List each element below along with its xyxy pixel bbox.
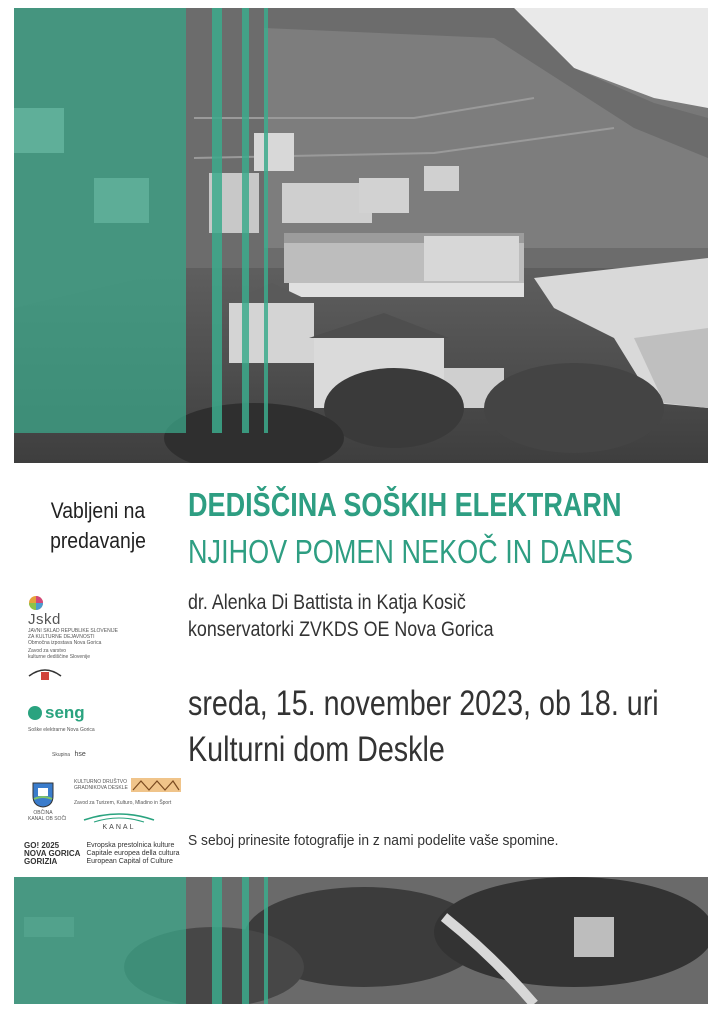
zavod-kanal-logo xyxy=(74,800,171,831)
go2025-desc: European Capital of Culture xyxy=(86,858,173,865)
zavod-line: Zavod za varstvo xyxy=(28,648,67,654)
hydro-plant-photo-bottom xyxy=(14,877,708,1004)
event-title: DEDIŠČINA SOŠKIH ELEKTRARN xyxy=(188,486,622,523)
go2025-line: GORIZIA xyxy=(24,857,58,866)
teal-overlay xyxy=(14,877,186,1004)
event-note: S seboj prinesite fotografije in z nami podelite vaše spomine. xyxy=(188,832,559,849)
seng-logo xyxy=(28,703,95,761)
speakers xyxy=(188,589,494,643)
teal-stripe xyxy=(242,877,249,1004)
kd-line: GRADNIKOVA DESKLE xyxy=(74,785,128,791)
zavod-arch-icon xyxy=(28,666,62,680)
speakers-names: dr. Alenka Di Battista in Katja Kosič xyxy=(188,591,466,614)
seng-subline: Soške elektrarne Nova Gorica xyxy=(28,727,95,733)
jskd-subline: Območna izpostava Nova Gorica xyxy=(28,640,102,646)
speakers-role: konservatorki ZVKDS OE Nova Gorica xyxy=(188,618,494,641)
teal-stripe xyxy=(212,877,222,1004)
seng-group-label: Skupina xyxy=(52,752,71,758)
teal-stripe xyxy=(264,877,268,1004)
zavod-line: kulturne dediščine Slovenije xyxy=(28,654,90,660)
kd-deskle-drawing-icon xyxy=(131,778,181,792)
go2025-line: NOVA GORICA xyxy=(24,849,81,858)
hydro-plant-photo-top xyxy=(14,8,708,463)
jskd-logo xyxy=(28,595,118,646)
coat-of-arms-icon xyxy=(32,782,54,808)
teal-stripe xyxy=(264,8,268,433)
jskd-subline: JAVNI SKLAD REPUBLIKE SLOVENIJE xyxy=(28,628,118,634)
kanal-wave-icon xyxy=(74,808,164,824)
seng-circle-icon xyxy=(28,706,42,720)
jskd-icon xyxy=(28,595,44,611)
obcina-line: KANAL OB SOČI xyxy=(28,816,67,822)
hse-name: hse xyxy=(74,751,86,758)
invitation-label: Vabljeni na predavanje xyxy=(50,498,146,553)
teal-stripe xyxy=(242,8,249,433)
seng-name: seng xyxy=(45,703,85,722)
obcina-line: OBČINA xyxy=(33,810,53,816)
event-subtitle: NJIHOV POMEN NEKOČ IN DANES xyxy=(188,533,634,570)
obcina-logo xyxy=(28,782,67,822)
teal-stripe xyxy=(212,8,222,433)
event-date: sreda, 15. november 2023, ob 18. uri xyxy=(188,684,659,723)
jskd-subline: ZA KULTURNE DEJAVNOSTI xyxy=(28,634,95,640)
go2025-logo xyxy=(24,842,179,866)
event-datetime xyxy=(188,681,659,773)
go2025-line: GO! 2025 xyxy=(24,841,60,850)
go2025-desc: Capitale europea della cultura xyxy=(86,850,180,857)
kd-deskle-logo xyxy=(74,778,181,792)
kanal-name: KANAL xyxy=(102,824,136,831)
zavod-logo xyxy=(28,648,90,680)
kd-line: KULTURNO DRUŠTVO xyxy=(74,779,127,785)
teal-overlay xyxy=(14,8,186,433)
event-venue: Kulturni dom Deskle xyxy=(188,730,445,769)
kanal-line: Zavod za Turizem, Kulturo, Mladino in Šport xyxy=(74,800,172,806)
jskd-name: Jskd xyxy=(28,611,61,628)
go2025-desc: Evropska prestolnica kulture xyxy=(86,842,175,849)
